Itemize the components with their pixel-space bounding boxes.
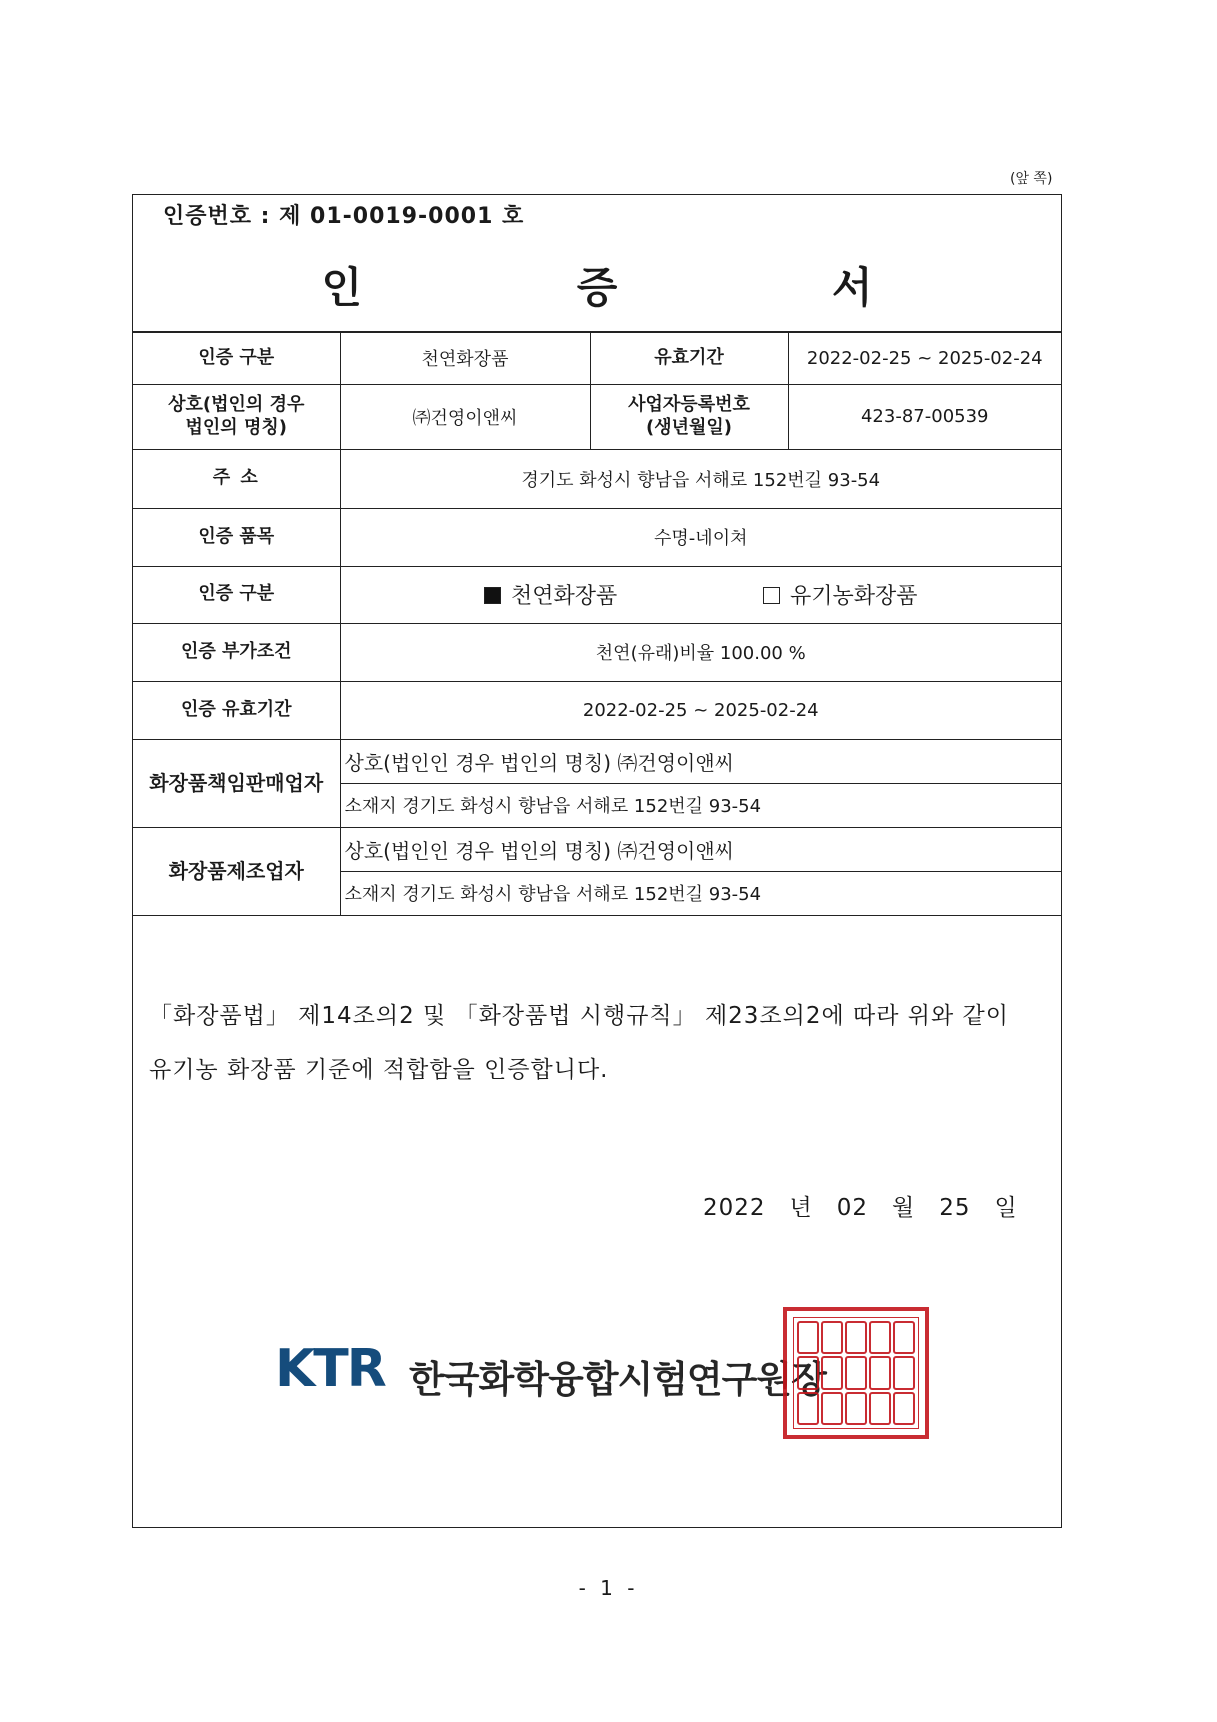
page-number: - 1 - [578, 1576, 639, 1600]
type-label: 인증 구분 [133, 566, 340, 623]
empty-box-icon [763, 587, 780, 604]
date-day-unit: 일 [994, 1195, 1018, 1221]
validity-value: 2022-02-25 ~ 2025-02-24 [788, 332, 1061, 384]
address-label: 주 소 [133, 449, 340, 508]
date-year: 2022 [703, 1195, 766, 1221]
type-option-natural: 천연화장품 [484, 579, 617, 610]
date-month-unit: 월 [892, 1195, 916, 1221]
page-side-label: (앞 쪽) [1010, 171, 1053, 187]
issuer-block [275, 1333, 826, 1413]
company-label-line1: 상호(법인의 경우 [168, 394, 305, 415]
address-value: 경기도 화성시 향남읍 서해로 152번길 93-54 [340, 449, 1061, 508]
certificate-info-table [133, 331, 1061, 916]
company-label-line2: 법인의 명칭) [185, 416, 287, 438]
condition-label: 인증 부가조건 [133, 623, 340, 681]
certification-statement [149, 989, 1049, 1097]
biz-no-label-line2: (생년월일) [645, 416, 732, 438]
date-day: 25 [939, 1195, 971, 1221]
official-seal-stamp [783, 1307, 929, 1439]
item-value: 수명-네이쳐 [340, 508, 1061, 566]
maker-address: 소재지 경기도 화성시 향남읍 서해로 152번길 93-54 [340, 871, 1061, 915]
company-label [133, 384, 340, 449]
period-label: 인증 유효기간 [133, 681, 340, 739]
maker-name: 상호(법인인 경우 법인의 명칭) ㈜건영이앤씨 [340, 827, 1061, 871]
validity-label: 유효기간 [590, 332, 788, 384]
issue-date [703, 1189, 1042, 1222]
condition-value: 천연(유래)비율 100.00 % [340, 623, 1061, 681]
seller-label: 화장품책임판매업자 [133, 739, 340, 827]
maker-label: 화장품제조업자 [133, 827, 340, 915]
type-option-organic: 유기농화장품 [763, 579, 918, 610]
seal-glyph-grid [797, 1321, 915, 1425]
type-options [340, 566, 1061, 623]
category-label: 인증 구분 [133, 332, 340, 384]
biz-no-label [590, 384, 788, 449]
period-value: 2022-02-25 ~ 2025-02-24 [340, 681, 1061, 739]
certificate-number: 인증번호 : 제 01-0019-0001 호 [163, 204, 525, 229]
seller-name: 상호(법인인 경우 법인의 명칭) ㈜건영이앤씨 [340, 739, 1061, 783]
category-value: 천연화장품 [340, 332, 590, 384]
seller-address: 소재지 경기도 화성시 향남읍 서해로 152번길 93-54 [340, 783, 1061, 827]
biz-no-label-line1: 사업자등록번호 [628, 394, 750, 415]
ktr-logo: KTR [275, 1339, 385, 1399]
issuer-name: 한국화학융합시험연구원장 [409, 1358, 826, 1401]
document-title: 인 증 서 [321, 263, 973, 312]
certificate-frame [132, 194, 1062, 1528]
biz-no-value: 423-87-00539 [788, 384, 1061, 449]
statement-line2: 유기농 화장품 기준에 적합함을 인증합니다. [149, 1057, 609, 1083]
item-label: 인증 품목 [133, 508, 340, 566]
company-value: ㈜건영이앤씨 [340, 384, 590, 449]
checked-box-icon [484, 587, 501, 604]
date-month: 02 [836, 1195, 869, 1221]
date-year-unit: 년 [789, 1195, 813, 1221]
statement-line1: 「화장품법」 제14조의2 및 「화장품법 시행규칙」 제23조의2에 따라 위와 같이 [149, 1003, 1009, 1029]
